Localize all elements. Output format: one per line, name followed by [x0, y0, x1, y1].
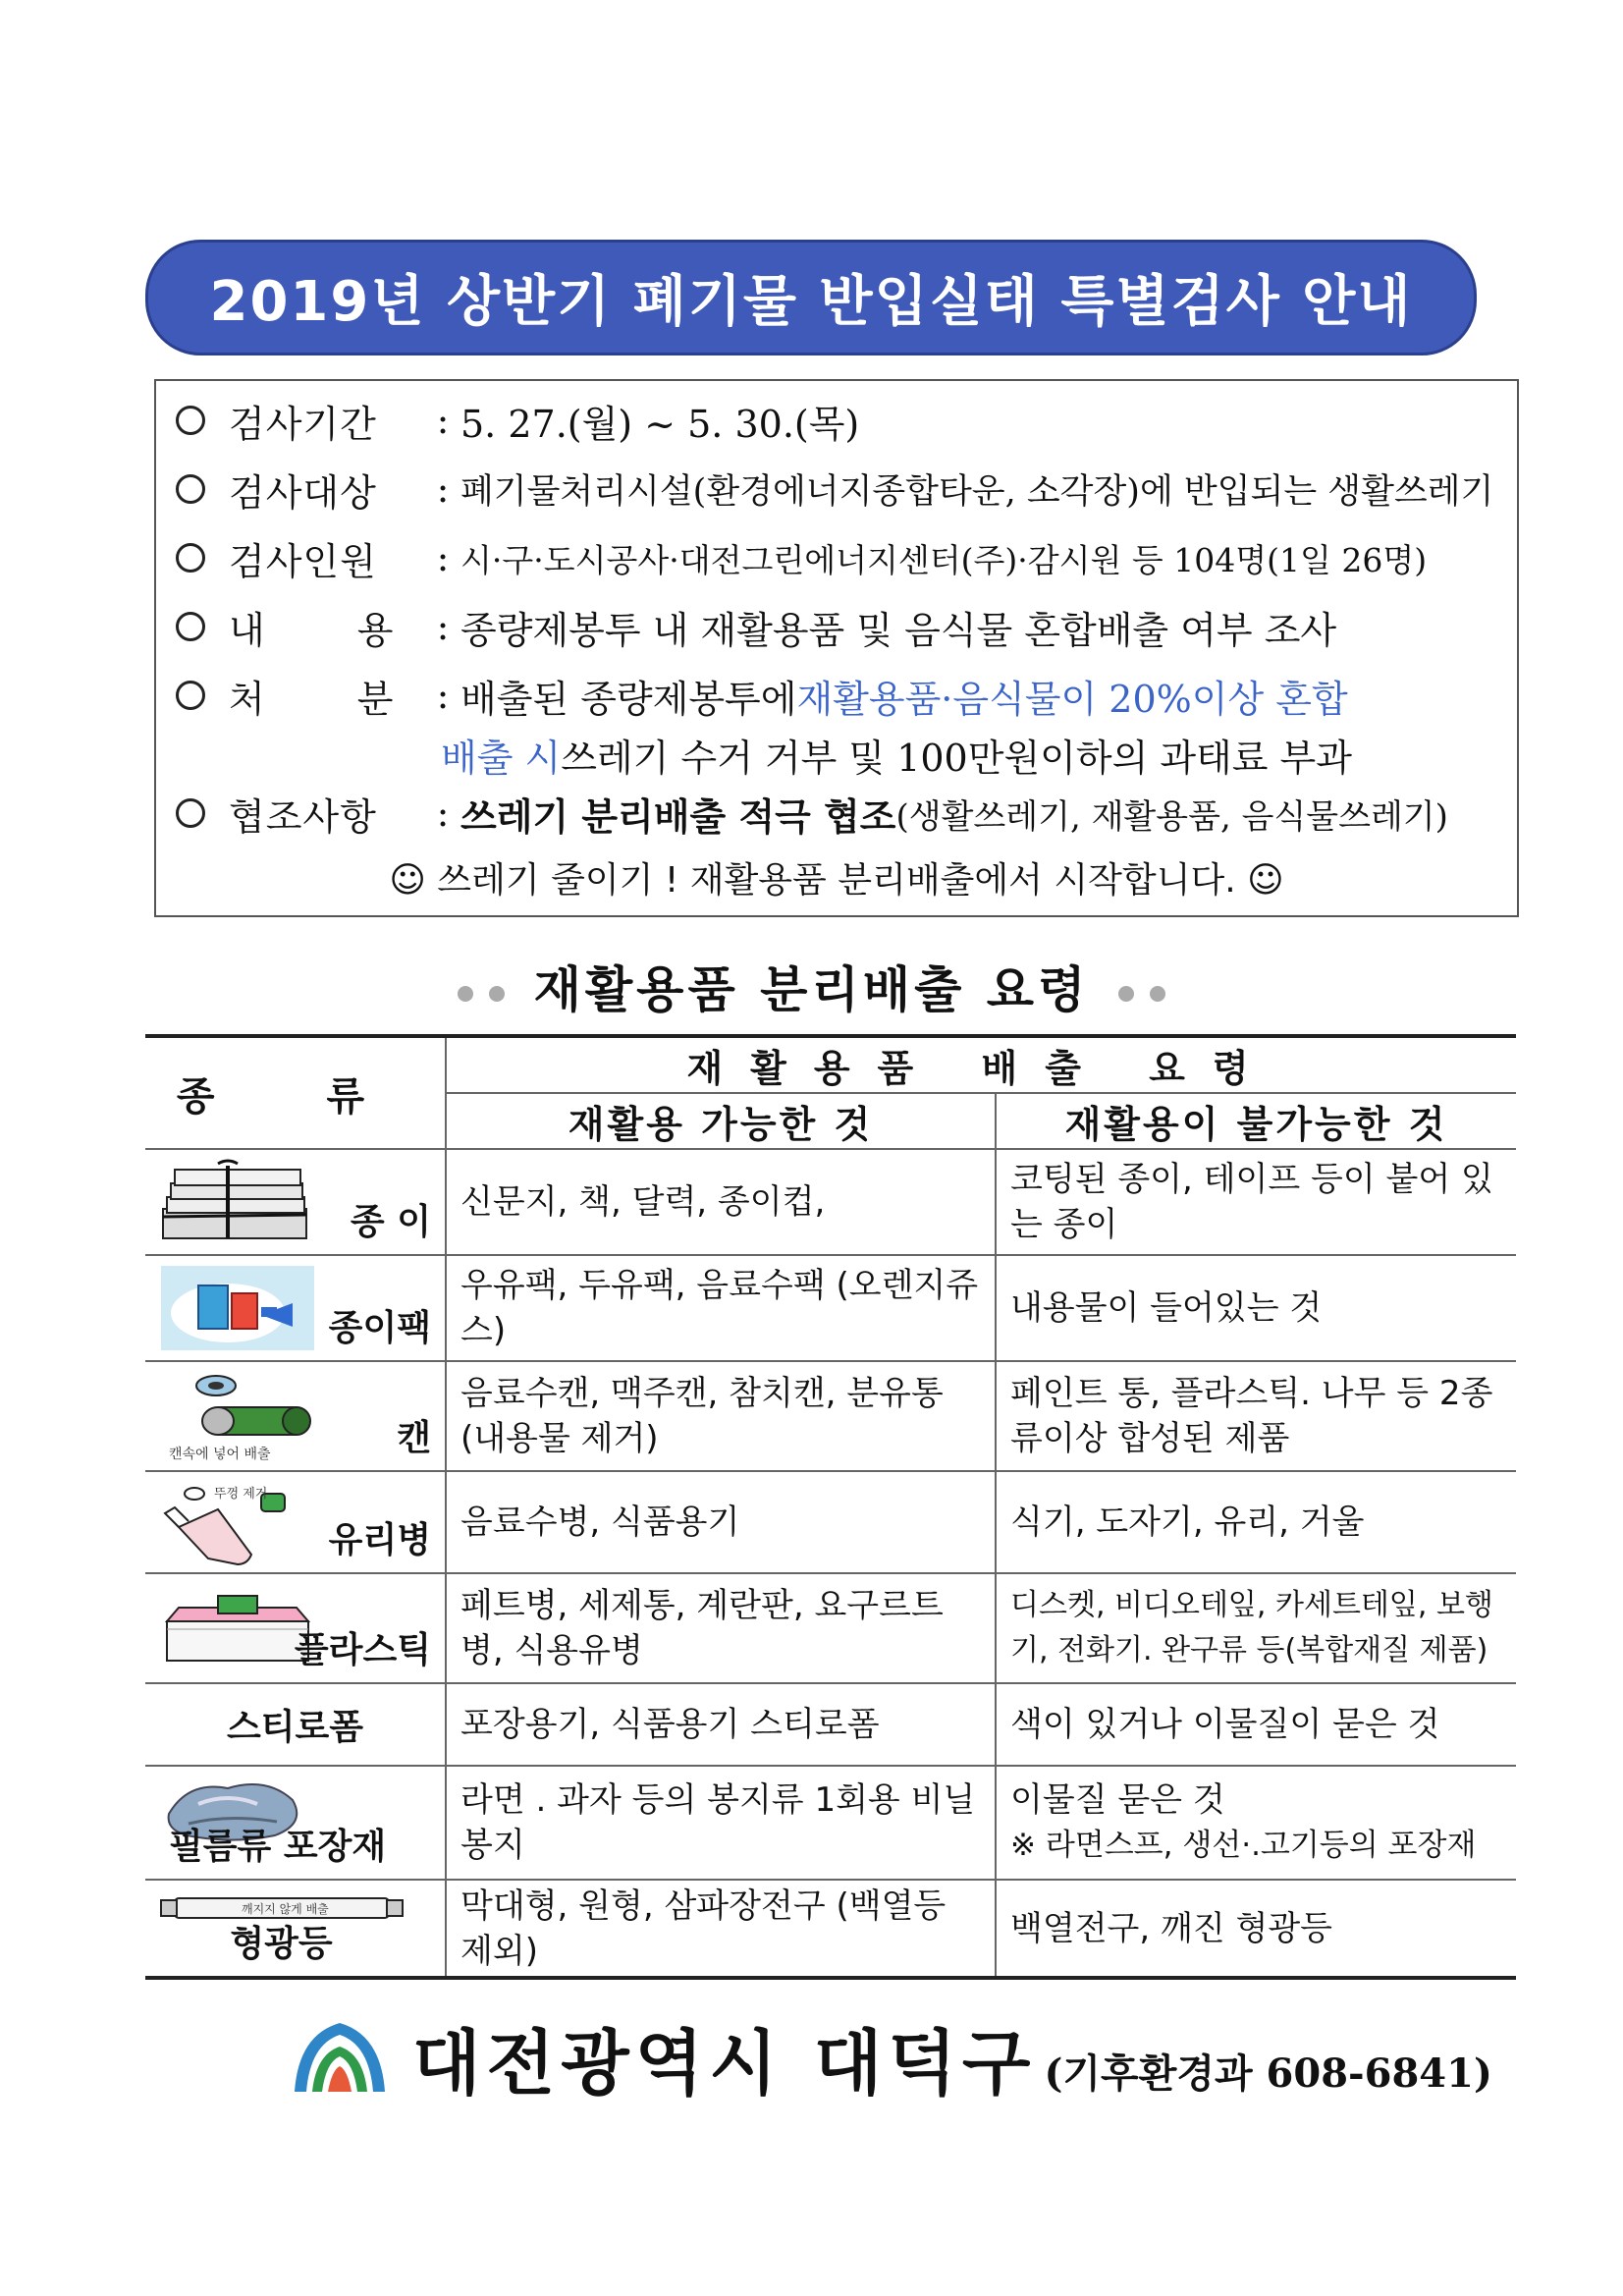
info-row-staff: 검사인원 : 시·구·도시공사·대전그린에너지센터(주)·감시원 등 104명(1일 26명)	[176, 528, 1427, 587]
info-row-target: 검사대상 : 폐기물처리시설(환경에너지종합타운, 소각장)에 반입되는 생활쓰레기	[176, 460, 1493, 519]
info-value: (생활쓰레기, 재활용품, 음식물쓰레기)	[895, 796, 1448, 837]
kind-label: 종 이	[350, 1202, 431, 1242]
footer-dept: (기후환경과 608-6841)	[1044, 2050, 1492, 2097]
table-row	[145, 1880, 1516, 1978]
dot-icon	[1150, 986, 1165, 1002]
info-label: 처 분	[229, 677, 395, 721]
impossible-cell: 디스켓, 비디오테잎, 카세트테잎, 보행기, 전화기. 완구류 등(복합재질 제품)	[996, 1573, 1516, 1683]
circle-bullet-icon	[176, 474, 205, 504]
section-title-text: 재활용품 분리배출 요령	[533, 961, 1090, 1018]
impossible-cell: 내용물이 들어있는 것	[996, 1255, 1516, 1361]
possible-cell: 음료수캔, 맥주캔, 참치캔, 분유통 (내용물 제거)	[446, 1361, 996, 1471]
dot-icon	[489, 986, 505, 1002]
dot-icon	[1118, 986, 1134, 1002]
dot-icon	[458, 986, 473, 1002]
kind-label: 캔	[397, 1418, 431, 1458]
info-label: 내 용	[229, 608, 395, 652]
header-possible: 재활용 가능한 것	[446, 1093, 996, 1149]
slogan: ☺ 쓰레기 줄이기 ! 재활용품 분리배출에서 시작합니다. ☺	[389, 860, 1284, 901]
kind-cell	[145, 1471, 446, 1573]
impossible-line: 이물질 묻은 것	[1010, 1780, 1225, 1820]
info-value: 종량제봉투 내 재활용품 및 음식물 혼합배출 여부 조사	[460, 608, 1337, 652]
possible-cell: 음료수병, 식품용기	[446, 1471, 996, 1573]
title-banner	[145, 240, 1477, 355]
info-value-bold: 쓰레기 분리배출 적극 협조	[460, 793, 896, 839]
kind-cell	[145, 1255, 446, 1361]
kind-cell	[145, 1880, 446, 1978]
impossible-cell: 식기, 도자기, 유리, 거울	[996, 1471, 1516, 1573]
milk-carton-icon	[159, 1264, 316, 1352]
impossible-cell	[996, 1766, 1516, 1880]
kind-label: 형광등	[230, 1924, 333, 1964]
newspaper-icon	[159, 1158, 316, 1242]
info-row-period: 검사기간 : 5. 27.(월) ~ 5. 30.(목)	[176, 391, 859, 450]
bottle-icon	[159, 1480, 316, 1568]
impossible-note: ※ 라면스프, 생선·.고기등의 포장재	[1010, 1828, 1477, 1863]
kind-label: 플라스틱	[294, 1630, 431, 1670]
circle-bullet-icon	[176, 612, 205, 641]
table-row	[145, 1573, 1516, 1683]
table-row	[145, 1471, 1516, 1573]
kind-label: 종이팩	[328, 1308, 431, 1348]
info-value: 쓰레기 수거 거부 및 100만원이하의 과태료 부과	[561, 736, 1352, 780]
page-title: 2019년 상반기 폐기물 반입실태 특별검사 안내	[209, 270, 1413, 334]
possible-cell: 신문지, 책, 달력, 종이컵,	[446, 1149, 996, 1255]
circle-bullet-icon	[176, 406, 205, 435]
can-icon	[159, 1370, 336, 1464]
info-label: 검사대상	[229, 470, 377, 515]
kind-label: 스티로폼	[226, 1707, 364, 1748]
info-row-penalty-cont	[441, 725, 1352, 784]
possible-cell: 우유팩, 두유팩, 음료수팩 (오렌지쥬스)	[446, 1255, 996, 1361]
impossible-cell: 백열전구, 깨진 형광등	[996, 1880, 1516, 1978]
impossible-cell: 페인트 통, 플라스틱. 나무 등 2종류이상 합성된 제품	[996, 1361, 1516, 1471]
table-row	[145, 1361, 1516, 1471]
info-label: 검사인원	[229, 539, 377, 583]
recycling-table	[145, 1034, 1516, 1980]
circle-bullet-icon	[176, 798, 205, 828]
info-value: 시·구·도시공사·대전그린에너지센터(주)·감시원 등 104명(1일 26명)	[460, 540, 1428, 579]
info-box	[154, 379, 1519, 917]
table-row	[145, 1149, 1516, 1255]
info-value: 폐기물처리시설(환경에너지종합타운, 소각장)에 반입되는 생활쓰레기	[460, 472, 1494, 512]
header-kind: 종 류	[145, 1036, 446, 1149]
header-main: 재활용품 배출 요령	[446, 1036, 1516, 1093]
info-value: 배출된 종량제봉투에	[460, 677, 797, 721]
possible-cell: 라면 . 과자 등의 봉지류 1회용 비닐봉지	[446, 1766, 996, 1880]
table-header-row	[145, 1036, 1516, 1093]
kind-label: 유리병	[328, 1520, 431, 1560]
info-label: 협조사항	[229, 794, 377, 839]
footer	[412, 2003, 1492, 2111]
table-row	[145, 1255, 1516, 1361]
can-icon-caption: 캔속에 넣어 배출	[169, 1447, 271, 1462]
tube-icon-caption: 깨지지 않게 배출	[242, 1902, 329, 1916]
possible-cell: 페트병, 세제통, 계란판, 요구르트병, 식용유병	[446, 1573, 996, 1683]
info-value: 5. 27.(월) ~ 5. 30.(목)	[460, 402, 860, 446]
possible-cell: 포장용기, 식품용기 스티로폼	[446, 1683, 996, 1766]
kind-cell	[145, 1361, 446, 1471]
footer-org: 대전광역시 대덕구	[412, 2021, 1037, 2105]
daedeok-logo-icon	[291, 2015, 389, 2094]
impossible-cell: 색이 있거나 이물질이 묻은 것	[996, 1683, 1516, 1766]
info-row-penalty: 처 분 : 배출된 종량제봉투에 재활용품·음식물이 20%이상 혼합	[176, 666, 1348, 725]
bottle-icon-caption: 뚜껑 제거	[214, 1487, 268, 1502]
impossible-cell: 코팅된 종이, 테이프 등이 붙어 있는 종이	[996, 1149, 1516, 1255]
kind-cell	[145, 1683, 446, 1766]
info-label: 검사기간	[229, 402, 377, 446]
header-impossible: 재활용이 불가능한 것	[996, 1093, 1516, 1149]
info-row-content: 내 용 : 종량제봉투 내 재활용품 및 음식물 혼합배출 여부 조사	[176, 597, 1336, 656]
table-row	[145, 1766, 1516, 1880]
possible-cell: 막대형, 원형, 삼파장전구 (백열등 제외)	[446, 1880, 996, 1978]
section-title	[0, 951, 1623, 1021]
info-value-highlight: 재활용품·음식물이 20%이상 혼합	[796, 677, 1348, 721]
table-row	[145, 1683, 1516, 1766]
circle-bullet-icon	[176, 543, 205, 573]
info-value-highlight: 배출 시	[441, 736, 562, 780]
kind-cell	[145, 1149, 446, 1255]
plastic-container-icon	[159, 1582, 316, 1670]
kind-label: 필름류 포장재	[169, 1827, 387, 1867]
circle-bullet-icon	[176, 681, 205, 710]
info-row-cooperation: 협조사항 : 쓰레기 분리배출 적극 협조 (생활쓰레기, 재활용품, 음식물쓰레기)	[176, 784, 1448, 843]
kind-cell	[145, 1573, 446, 1683]
kind-cell	[145, 1766, 446, 1880]
